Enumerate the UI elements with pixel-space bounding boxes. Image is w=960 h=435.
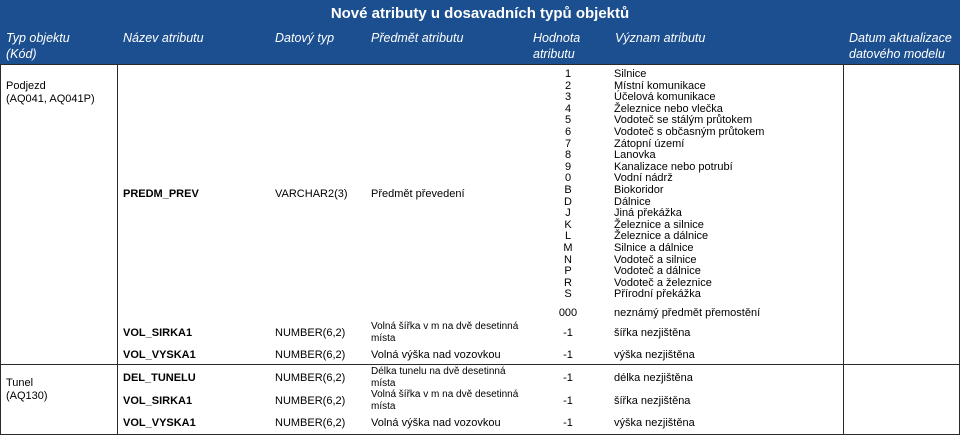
code-meaning: Přírodní překážka bbox=[614, 288, 701, 301]
code-value: 9 bbox=[564, 160, 572, 173]
tunel-vyska-datovy: NUMBER(6,2) bbox=[275, 417, 346, 429]
header-datum-line1: Datum aktualizace bbox=[849, 31, 952, 45]
code-meaning: Zátopní území bbox=[614, 137, 685, 150]
predm-datovy: VARCHAR2(3) bbox=[275, 188, 348, 200]
tunel-type-name: Tunel bbox=[6, 377, 34, 389]
header-datum-line2: datového modelu bbox=[849, 47, 945, 61]
code-meaning: Vodoteč a silnice bbox=[614, 253, 697, 266]
code-value: S bbox=[564, 288, 572, 301]
header-hodnota-atributu bbox=[527, 30, 609, 64]
code-value: 2 bbox=[564, 79, 572, 92]
header-nazev-atributu bbox=[117, 30, 269, 64]
title-bar bbox=[0, 0, 960, 30]
code-value: B bbox=[564, 184, 572, 196]
podjezd-sirka-predmet-line1: Volná šířka v m na dvě desetinná bbox=[371, 321, 519, 332]
code-meaning: Místní komunikace bbox=[614, 79, 706, 92]
code-meaning: Jiná překážka bbox=[614, 207, 682, 220]
code-value: J bbox=[565, 207, 571, 220]
code-meaning: Účelová komunikace bbox=[614, 91, 716, 104]
code-meaning: Silnice a dálnice bbox=[614, 242, 694, 254]
predm-last-code: 000 bbox=[558, 307, 578, 319]
header-typ-line2: (Kód) bbox=[6, 47, 37, 61]
tunel-sirka-nazev: VOL_SIRKA1 bbox=[123, 395, 193, 407]
code-value: N bbox=[564, 253, 572, 266]
grid-line-col1 bbox=[117, 64, 118, 435]
code-value: K bbox=[564, 218, 572, 231]
header-typ-line1: Typ objektu bbox=[6, 31, 70, 45]
podjezd-sirka-datovy: NUMBER(6,2) bbox=[275, 327, 346, 339]
tunel-sirka-predmet-line2: místa bbox=[371, 401, 396, 412]
podjezd-type-name: Podjezd bbox=[6, 80, 46, 92]
header-hodnota-line1: Hodnota bbox=[533, 31, 581, 45]
tunel-delka-vyznam: délka nezjištěna bbox=[614, 372, 693, 384]
code-meaning: Vodoteč se stálým průtokem bbox=[614, 114, 753, 127]
header-datovy-typ bbox=[269, 30, 365, 64]
tunel-sirka-predmet-line1: Volná šířka v m na dvě desetinná bbox=[371, 389, 519, 400]
podjezd-vyska-hodnota: -1 bbox=[563, 349, 573, 361]
code-meaning: Silnice bbox=[614, 68, 647, 80]
code-meaning: Železnice nebo vlečka bbox=[614, 102, 723, 115]
code-value: D bbox=[564, 195, 572, 208]
podjezd-type-codes: (AQ041, AQ041P) bbox=[6, 93, 95, 105]
code-value: 0 bbox=[564, 172, 572, 185]
podjezd-vyska-vyznam: výška nezjištěna bbox=[614, 349, 695, 361]
tunel-delka-nazev: DEL_TUNELU bbox=[123, 372, 196, 384]
code-value: 6 bbox=[564, 126, 572, 138]
header-typ-objektu bbox=[0, 30, 117, 64]
code-meaning: Biokoridor bbox=[614, 184, 664, 196]
grid-line-left bbox=[0, 64, 1, 435]
code-meaning: Vodoteč a železnice bbox=[614, 276, 712, 289]
podjezd-vyska-nazev: VOL_VYSKA1 bbox=[123, 349, 196, 361]
tunel-type-codes: (AQ130) bbox=[6, 390, 48, 402]
podjezd-sirka-hodnota: -1 bbox=[563, 327, 573, 339]
code-meaning: Vodoteč s občasným průtokem bbox=[614, 126, 765, 138]
podjezd-sirka-predmet-line2: místa bbox=[371, 333, 396, 344]
code-meaning: Železnice a dálnice bbox=[614, 230, 709, 243]
code-meaning: Kanalizace nebo potrubí bbox=[614, 160, 733, 173]
grid-line-header-bottom bbox=[0, 64, 960, 65]
tunel-vyska-hodnota: -1 bbox=[563, 417, 573, 429]
header-vyznam-label: Význam atributu bbox=[615, 31, 706, 45]
tunel-sirka-datovy: NUMBER(6,2) bbox=[275, 395, 346, 407]
tunel-sirka-vyznam: šířka nezjištěna bbox=[614, 395, 691, 407]
predm-nazev: PREDM_PREV bbox=[123, 188, 199, 200]
code-value: L bbox=[564, 230, 572, 243]
code-value: 8 bbox=[564, 149, 572, 162]
header-hodnota-line2: atributu bbox=[533, 47, 575, 61]
podjezd-vyska-datovy: NUMBER(6,2) bbox=[275, 349, 346, 361]
tunel-vyska-nazev: VOL_VYSKA1 bbox=[123, 417, 196, 429]
tunel-vyska-vyznam: výška nezjištěna bbox=[614, 417, 695, 429]
code-value: 4 bbox=[564, 102, 572, 115]
grid-line-section-divider bbox=[0, 364, 960, 365]
grid-line-col-datum bbox=[843, 64, 844, 435]
predm-predmet: Předmět převedení bbox=[371, 188, 465, 200]
code-value: 7 bbox=[564, 137, 572, 150]
table-title: Nové atributy u dosavadních typů objektů bbox=[330, 5, 630, 22]
header-predmet-label: Předmět atributu bbox=[371, 31, 464, 45]
code-meaning: Lanovka bbox=[614, 149, 656, 162]
tunel-delka-hodnota: -1 bbox=[563, 372, 573, 384]
tunel-sirka-hodnota: -1 bbox=[563, 395, 573, 407]
tunel-delka-datovy: NUMBER(6,2) bbox=[275, 372, 346, 384]
code-value: P bbox=[564, 265, 572, 278]
header-datum-aktualizace bbox=[843, 30, 960, 64]
podjezd-sirka-nazev: VOL_SIRKA1 bbox=[123, 327, 193, 339]
header-nazev-label: Název atributu bbox=[123, 31, 204, 45]
predm-last-meaning: neznámý předmět přemostění bbox=[614, 307, 761, 319]
code-value: 5 bbox=[564, 114, 572, 127]
code-meaning: Železnice a silnice bbox=[614, 218, 704, 231]
code-value: R bbox=[564, 276, 572, 289]
header-datovy-label: Datový typ bbox=[275, 31, 335, 45]
code-meaning: Dálnice bbox=[614, 195, 651, 208]
tunel-delka-predmet-line1: Délka tunelu na dvě desetinná bbox=[371, 366, 506, 377]
code-meaning: Vodní nádrž bbox=[614, 172, 673, 185]
code-value: M bbox=[563, 242, 573, 254]
header-vyznam-atributu bbox=[609, 30, 843, 64]
podjezd-sirka-vyznam: šířka nezjištěna bbox=[614, 327, 691, 339]
code-value: 3 bbox=[564, 91, 572, 104]
header-predmet-atributu bbox=[365, 30, 527, 64]
podjezd-vyska-predmet: Volná výška nad vozovkou bbox=[371, 349, 501, 361]
code-value: 1 bbox=[564, 68, 572, 80]
code-meaning: Vodoteč a dálnice bbox=[614, 265, 701, 278]
tunel-delka-predmet-line2: místa bbox=[371, 378, 396, 389]
tunel-vyska-predmet: Volná výška nad vozovkou bbox=[371, 417, 501, 429]
